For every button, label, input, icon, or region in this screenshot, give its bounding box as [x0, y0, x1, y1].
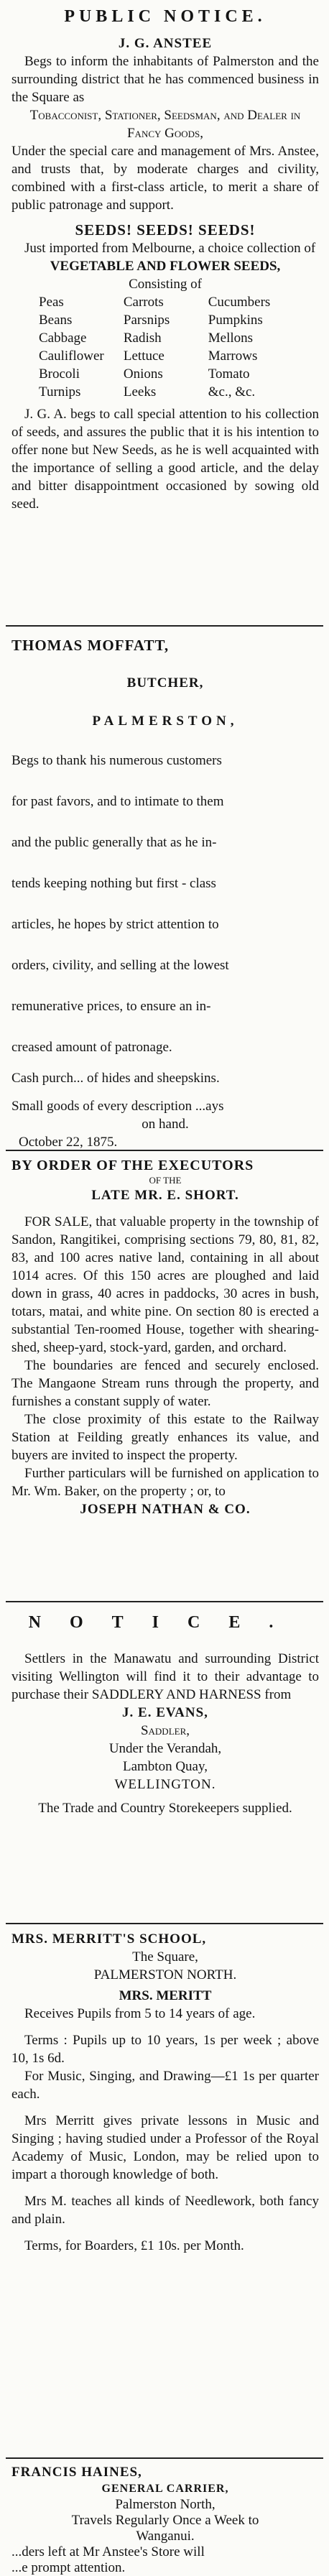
evans-location2: Lambton Quay,	[122, 1759, 208, 1774]
moffatt-place: PALMERSTON,	[92, 714, 238, 729]
moffatt-lines	[11, 752, 319, 1057]
short-agent: JOSEPH NATHAN & CO.	[80, 1502, 251, 1517]
seed-item: Radish	[123, 331, 162, 346]
school-address1: The Square,	[132, 1949, 198, 1965]
haines-place: Palmerston North,	[115, 2497, 216, 2512]
evans-heading: NOTICE.	[28, 1613, 302, 1632]
moffatt-line: remunerative prices, to ensure an in-	[11, 999, 211, 1014]
seed-item: Cucumbers	[208, 295, 271, 310]
moffatt-line: tends keeping nothing but first - class	[11, 876, 216, 891]
moffatt-ad	[11, 634, 319, 1151]
moffatt-line: and the public generally that as he in-	[11, 835, 217, 850]
evans-footer: The Trade and Country Storekeepers supplied.	[38, 1801, 292, 1816]
seed-item: Brocoli	[39, 366, 80, 382]
moffatt-name: THOMAS MOFFATT,	[11, 637, 170, 654]
moffatt-date: October 22, 1875.	[19, 1135, 118, 1150]
school-terms: Terms : Pupils up to 10 years, 1s per week ; above 10, 1s 6d.	[11, 2033, 319, 2066]
seed-item: Cauliflower	[39, 348, 104, 364]
school-boarders: Terms, for Boarders, £1 10s. per Month.	[24, 2238, 244, 2253]
seed-item: Tomato	[208, 366, 250, 382]
evans-location3: WELLINGTON.	[114, 1777, 216, 1792]
haines-trade: GENERAL CARRIER,	[101, 2483, 229, 2495]
school-name: MRS. MERITT	[119, 1988, 212, 2003]
evans-name: J. E. EVANS,	[122, 1705, 208, 1720]
seeds-sub: Just imported from Melbourne, a choice collection of	[24, 241, 316, 256]
moffatt-goods: Small goods of every description ...ays	[11, 1099, 224, 1114]
short-para4: Further particulars will be furnished on application to Mr. Wm. Baker, on the property ; or, to	[11, 1466, 319, 1499]
seeds-consisting: Consisting of	[129, 277, 202, 292]
divider	[6, 1601, 323, 1602]
school-private: Mrs Merritt gives private lessons in Music and Singing ; having studied under a Professor of the Royal Academy of Music, London, may be relied upon to impart a thorough knowledge of both.	[11, 2113, 319, 2182]
divider	[6, 1150, 323, 1151]
moffatt-trade: BUTCHER,	[126, 675, 204, 691]
moffatt-line: articles, he hopes by strict attention to	[11, 917, 219, 932]
haines-orders: ...ders left at Mr Anstee's Store will	[11, 2544, 205, 2559]
school-needle: Mrs M. teaches all kinds of Needlework, both fancy and plain.	[11, 2194, 319, 2227]
seed-item: Turnips	[39, 384, 81, 400]
haines-dest: Wanganui.	[136, 2529, 195, 2544]
seed-item: Pumpkins	[208, 313, 263, 328]
seed-item: Beans	[39, 313, 73, 328]
short-heading3: LATE MR. E. SHORT.	[91, 1188, 239, 1203]
seeds-heading: SEEDS! SEEDS! SEEDS!	[75, 221, 256, 239]
school-ad	[11, 1930, 319, 2255]
anstee-name: J. G. ANSTEE	[118, 36, 213, 51]
anstee-body2: Under the special care and management of Mrs. Anstee, and trusts that, by moderate charges and civility, combined with a first-class article, to merit a share of public patronage and support.	[11, 144, 319, 213]
school-heading: MRS. MERRITT'S SCHOOL,	[11, 1931, 207, 1947]
public-notice-ad	[11, 6, 319, 513]
haines-name: FRANCIS HAINES,	[11, 2465, 142, 2480]
seed-item: Carrots	[123, 295, 164, 310]
anstee-body1: Begs to inform the inhabitants of Palmerston and the surrounding district that he has commenced business in the Square as	[11, 54, 319, 105]
anstee-trades: Tobacconist, Stationer, Seedsman, and Dealer in Fancy Goods,	[29, 108, 301, 141]
seed-item: Peas	[39, 295, 64, 310]
evans-body: Settlers in the Manawatu and surrounding District visiting Wellington will find it to their advantage to purchase their SADDLERY AND HARNESS from	[11, 1651, 319, 1702]
moffatt-line: for past favors, and to intimate to them	[11, 794, 224, 809]
public-notice-heading: PUBLIC NOTICE.	[64, 7, 267, 26]
school-ages: Receives Pupils from 5 to 14 years of age.	[24, 2006, 256, 2021]
evans-trade: Saddler,	[140, 1723, 190, 1738]
seed-item: Leeks	[123, 384, 157, 400]
seed-item: Onions	[123, 366, 163, 382]
seed-item: Lettuce	[123, 348, 164, 364]
seeds-list	[11, 293, 319, 401]
haines-travels: Travels Regularly Once a Week to	[71, 2513, 259, 2528]
haines-ad	[11, 2463, 319, 2576]
moffatt-line: orders, civility, and selling at the lowest	[11, 958, 229, 973]
seeds-title: VEGETABLE AND FLOWER SEEDS,	[50, 259, 281, 274]
moffatt-line: Begs to thank his numerous customers	[11, 753, 222, 768]
divider	[6, 2457, 323, 2459]
evans-location1: Under the Verandah,	[108, 1741, 222, 1756]
haines-attention: ...e prompt attention.	[11, 2560, 126, 2575]
short-heading2: OF THE	[149, 1175, 182, 1186]
short-para2: The boundaries are fenced and securely enclosed. The Mangaone Stream runs through the property, and furnishes a constant supply of water.	[11, 1358, 319, 1409]
school-address2: PALMERSTON NORTH.	[93, 1967, 237, 1982]
moffatt-on-hand: on hand.	[142, 1117, 189, 1132]
anstee-closing: J. G. A. begs to call special attention to his collection of seeds, and assures the public that it is his intention to offer none but New Seeds, as he is well acquainted with the importance of selling a good article, and the delay and bitter disappointment occasioned by sowing old seed.	[11, 407, 319, 512]
moffatt-cash: Cash purch... of hides and sheepskins.	[11, 1071, 220, 1086]
seed-item: &c., &c.	[208, 384, 256, 400]
seed-item: Parsnips	[123, 313, 170, 328]
seed-item: Mellons	[208, 331, 254, 346]
moffatt-line: creased amount of patronage.	[11, 1040, 172, 1055]
school-music: For Music, Singing, and Drawing—£1 1s per quarter each.	[11, 2069, 319, 2102]
short-heading1: BY ORDER OF THE EXECUTORS	[11, 1158, 254, 1173]
short-para1: FOR SALE, that valuable property in the township of Sandon, Rangitikei, comprising sections 79, 80, 81, 82, 83, and 100 acres native land, containing in all about 1014 acres. Of this 150 acres are ploughed and laid down in grass, 40 acres in paddocks, 30 acres in bush, totars, matai, and white pine. On section 80 is erected a substantial Ten-roomed House, together with shearing-shed, sheep-yard, stock-yard, garden, and orchard.	[11, 1214, 319, 1355]
divider	[6, 1923, 323, 1924]
divider	[6, 625, 323, 627]
short-estate-ad	[11, 1157, 319, 1518]
short-para3: The close proximity of this estate to the Railway Station at Feilding greatly enhances its value, and buyers are invited to inspect the property.	[11, 1412, 319, 1463]
evans-ad	[11, 1610, 319, 1817]
seed-item: Marrows	[208, 348, 258, 364]
seed-item: Cabbage	[39, 331, 87, 346]
